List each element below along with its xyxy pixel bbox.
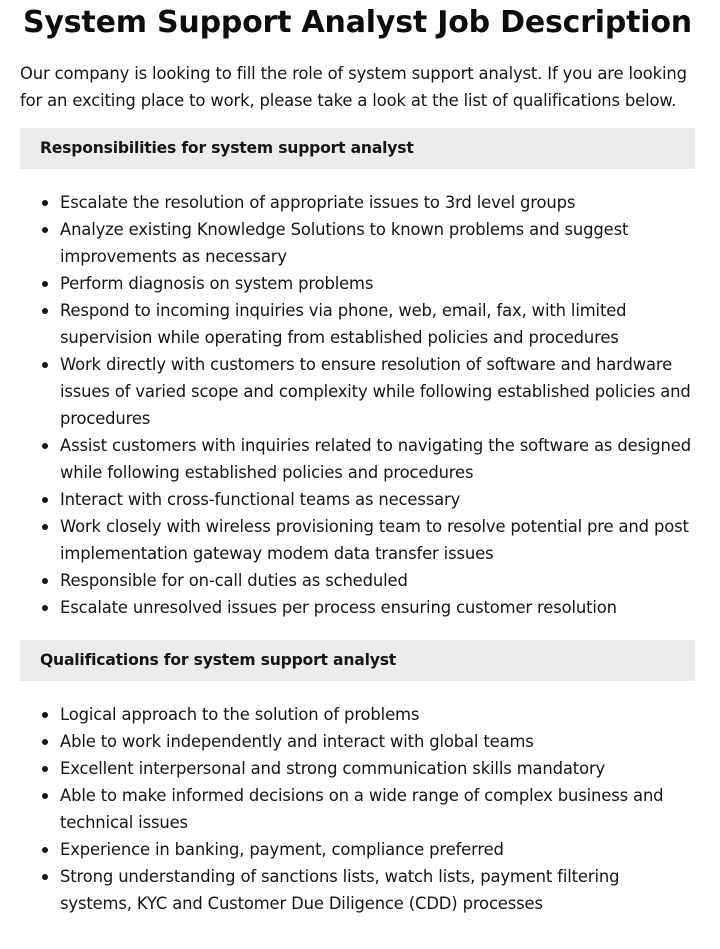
list-item: Able to work independently and interact with global teams bbox=[20, 728, 695, 755]
qualifications-heading: Qualifications for system support analyst bbox=[20, 640, 695, 681]
list-item: Strong understanding of sanctions lists, watch lists, payment filtering systems, KYC and Customer Due Diligence (CDD) processes bbox=[20, 863, 695, 917]
list-item: Analyze existing Knowledge Solutions to known problems and suggest improvements as necessary bbox=[20, 216, 695, 270]
responsibilities-list bbox=[20, 189, 695, 621]
page-title: System Support Analyst Job Description bbox=[23, 5, 692, 40]
list-item: Responsible for on-call duties as scheduled bbox=[20, 567, 695, 594]
list-item: Perform diagnosis on system problems bbox=[20, 270, 695, 297]
list-item: Assist customers with inquiries related to navigating the software as designed while following established policies and procedures bbox=[20, 432, 695, 486]
list-item: Interact with cross-functional teams as necessary bbox=[20, 486, 695, 513]
list-item: Respond to incoming inquiries via phone, web, email, fax, with limited supervision while operating from established policies and procedures bbox=[20, 297, 695, 351]
list-item: Experience in banking, payment, compliance preferred bbox=[20, 836, 695, 863]
list-item: Escalate the resolution of appropriate issues to 3rd level groups bbox=[20, 189, 695, 216]
responsibilities-heading: Responsibilities for system support analyst bbox=[20, 128, 695, 169]
qualifications-list bbox=[20, 701, 695, 917]
list-item: Excellent interpersonal and strong communication skills mandatory bbox=[20, 755, 695, 782]
intro-paragraph: Our company is looking to fill the role of system support analyst. If you are looking for an exciting place to work, please take a look at the list of qualifications below. bbox=[20, 64, 687, 110]
list-item: Logical approach to the solution of problems bbox=[20, 701, 695, 728]
list-item: Escalate unresolved issues per process ensuring customer resolution bbox=[20, 594, 695, 621]
list-item: Work directly with customers to ensure resolution of software and hardware issues of varied scope and complexity while following established policies and procedures bbox=[20, 351, 695, 432]
list-item: Able to make informed decisions on a wide range of complex business and technical issues bbox=[20, 782, 695, 836]
list-item: Work closely with wireless provisioning team to resolve potential pre and post implementation gateway modem data transfer issues bbox=[20, 513, 695, 567]
